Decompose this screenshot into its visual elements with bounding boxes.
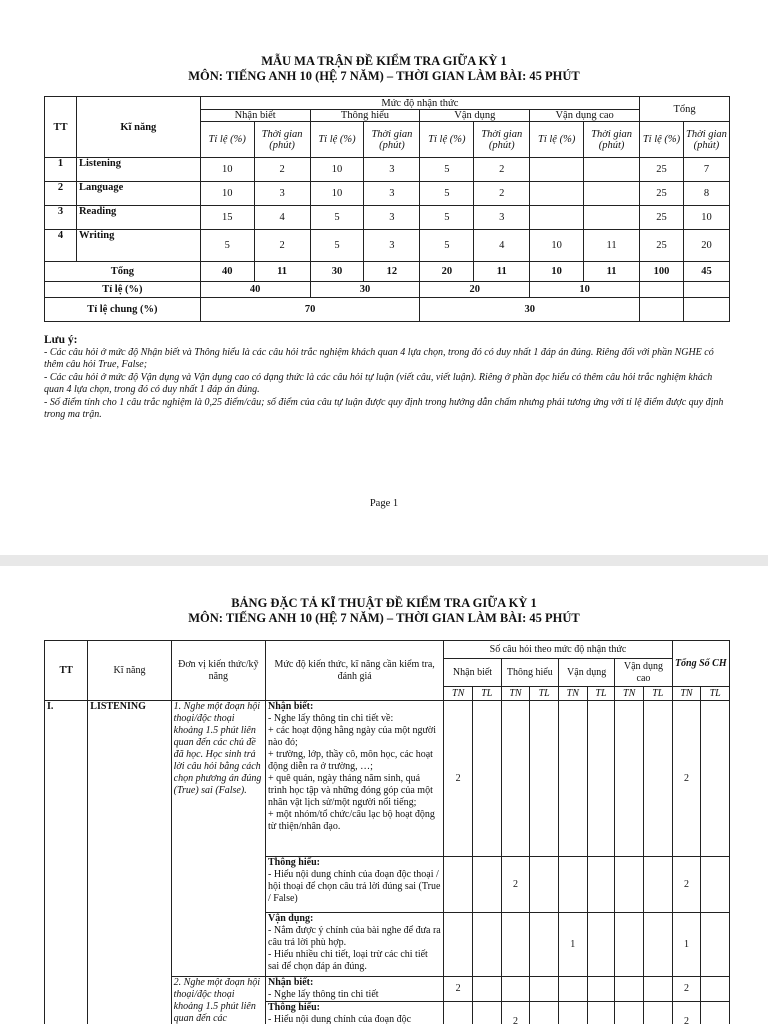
- count-cell: 2: [672, 701, 701, 857]
- spec-table: [44, 640, 730, 1024]
- empty-cell: [643, 857, 672, 913]
- level-body: - Nắm được ý chính của bài nghe để đưa ra câu trả lời phù hợp. - Hiểu nhiều chi tiết, loại trừ các chi tiết sai để chọn đáp án đúng.: [268, 925, 441, 972]
- count-cell: 2: [444, 701, 473, 857]
- spec-header-tl: TL: [643, 687, 672, 701]
- total-cell: 20: [420, 262, 474, 282]
- empty-cell: [587, 857, 615, 913]
- rate-cell: 10: [530, 282, 640, 298]
- row-cell: 8: [683, 182, 729, 206]
- empty-cell: [558, 977, 587, 1002]
- level-cell: [266, 977, 444, 1002]
- row-cell: 4: [474, 230, 530, 262]
- header-rate: Tỉ lệ (%): [310, 122, 364, 158]
- count-cell: 2: [444, 977, 473, 1002]
- spec-header-level-desc: Mức độ kiến thức, kĩ năng cần kiểm tra, đánh giá: [266, 641, 444, 701]
- total-cell: 11: [474, 262, 530, 282]
- matrix-title: MẪU MA TRẬN ĐỀ KIỂM TRA GIỮA KỲ 1: [261, 54, 507, 68]
- total-cell: 40: [200, 262, 254, 282]
- spec-subtitle: MÔN: TIẾNG ANH 10 (HỆ 7 NĂM) – THỜI GIAN LÀM BÀI: 45 PHÚT: [188, 611, 580, 625]
- level-head: Thông hiểu:: [268, 857, 320, 868]
- empty-cell: [473, 701, 502, 857]
- empty-cell: [473, 1002, 502, 1024]
- row-cell: [530, 182, 584, 206]
- count-cell: 2: [501, 857, 530, 913]
- row-cell: 10: [200, 158, 254, 182]
- header-level-group: Mức độ nhận thức: [200, 97, 639, 110]
- header-time: Thời gian (phút): [584, 122, 640, 158]
- empty-cell: [530, 977, 559, 1002]
- total-cell: 11: [254, 262, 310, 282]
- empty-cell: [530, 913, 559, 977]
- row-cell: 5: [310, 230, 364, 262]
- spec-header-count-group: Số câu hỏi theo mức độ nhận thức: [444, 641, 672, 659]
- row-tt: 3: [45, 206, 77, 230]
- row-cell: [584, 158, 640, 182]
- row-cell: 5: [200, 230, 254, 262]
- row-cell: 5: [420, 158, 474, 182]
- row-cell: 25: [640, 182, 684, 206]
- level-body: - Nghe lấy thông tin chi tiết: [268, 989, 379, 1000]
- row-cell: 5: [420, 230, 474, 262]
- level-head: Nhận biết:: [268, 701, 314, 712]
- empty-cell: [615, 1002, 644, 1024]
- spec-title: BẢNG ĐẶC TẢ KĨ THUẬT ĐỀ KIỂM TRA GIỮA KỲ 1: [231, 596, 537, 610]
- empty-cell: [444, 857, 473, 913]
- header-level: Thông hiểu: [310, 110, 420, 122]
- spec-header-unit: Đơn vị kiến thức/kỹ năng: [171, 641, 265, 701]
- level-body: - Hiểu nội dung chính của đoạn độc thoại / hội thoại để chọn câu trả lời đúng sai (True / False): [268, 869, 441, 904]
- unit-description: 1. Nghe một đoạn hội thoại/độc thoại khoảng 1.5 phút liên quan đến các chủ đề đã học. Học sinh trả lời câu hỏi bằng cách chọn phương án đúng (True) sai (False).: [171, 701, 265, 977]
- row-cell: 20: [683, 230, 729, 262]
- level-body: - Hiểu nội dung chính của đoạn độc: [268, 1014, 412, 1024]
- spec-header-tn: TN: [672, 687, 701, 701]
- header-rate: Tỉ lệ (%): [640, 122, 684, 158]
- rate-cell: 20: [420, 282, 530, 298]
- header-time: Thời gian (phút): [254, 122, 310, 158]
- row-cell: 3: [364, 206, 420, 230]
- empty-cell: [587, 977, 615, 1002]
- empty-cell: [640, 282, 684, 298]
- spec-header-tn: TN: [558, 687, 587, 701]
- empty-cell: [558, 1002, 587, 1024]
- empty-cell: [501, 701, 530, 857]
- spec-header-tl: TL: [473, 687, 502, 701]
- header-total: Tổng: [640, 97, 730, 122]
- rate-label: Tỉ lệ (%): [45, 282, 201, 298]
- header-rate: Tỉ lệ (%): [200, 122, 254, 158]
- empty-cell: [643, 913, 672, 977]
- row-tt: 1: [45, 158, 77, 182]
- count-cell: 1: [672, 913, 701, 977]
- spec-header-total: Tổng Số CH: [672, 641, 729, 687]
- empty-cell: [701, 977, 730, 1002]
- section-skill: LISTENING: [88, 701, 171, 1024]
- row-cell: 25: [640, 206, 684, 230]
- row-cell: 11: [584, 230, 640, 262]
- total-cell: 11: [584, 262, 640, 282]
- empty-cell: [501, 977, 530, 1002]
- empty-cell: [530, 701, 559, 857]
- empty-cell: [444, 913, 473, 977]
- empty-cell: [587, 913, 615, 977]
- empty-cell: [643, 977, 672, 1002]
- empty-cell: [558, 701, 587, 857]
- row-cell: 25: [640, 158, 684, 182]
- total-cell: 45: [683, 262, 729, 282]
- row-cell: [530, 206, 584, 230]
- header-time: Thời gian (phút): [364, 122, 420, 158]
- row-cell: 5: [310, 206, 364, 230]
- row-cell: 3: [474, 206, 530, 230]
- level-body: - Nghe lấy thông tin chi tiết về: + các hoạt động hằng ngày của một người nào đó; + trường, lớp, thầy cô, môn học, các hoạt động diễn ra ở trường, …; + quê quán, ngày tháng năm sinh, quá trình học tập và những đóng góp của một nhân vật lịch sử/một người nổi tiếng; + một nhóm/tổ chức/câu lạc bộ hoạt động từ thiện/nhân đạo.: [268, 713, 436, 832]
- total-cell: 100: [640, 262, 684, 282]
- spec-header-level: Thông hiểu: [501, 659, 558, 687]
- row-cell: 5: [420, 182, 474, 206]
- total-cell: 12: [364, 262, 420, 282]
- row-cell: 10: [310, 182, 364, 206]
- notes-title: Lưu ý:: [44, 334, 78, 346]
- empty-cell: [615, 701, 644, 857]
- note-item: - Các câu hỏi ở mức độ Nhận biết và Thông hiểu là các câu hỏi trắc nghiệm khách quan 4 lựa chọn, trong đó có duy nhất 1 đáp án đúng. Riêng đối với phần NGHE có thêm câu hỏi True, False;: [44, 346, 714, 370]
- note-item: - Các câu hỏi ở mức độ Vận dụng và Vận dụng cao có dạng thức là các câu hỏi tự luận (viết câu, viết luận). Riêng ở phần đọc hiểu có thêm câu hỏi trắc nghiệm khách quan 4 lựa chọn, trong đó có duy nhất 1 đáp án đúng.: [44, 371, 713, 395]
- row-cell: 3: [364, 230, 420, 262]
- level-head: Nhận biết:: [268, 977, 314, 988]
- header-skill: Kĩ năng: [76, 97, 200, 158]
- empty-cell: [643, 701, 672, 857]
- empty-cell: [615, 857, 644, 913]
- count-cell: 2: [672, 977, 701, 1002]
- empty-cell: [473, 857, 502, 913]
- count-cell: 2: [672, 1002, 701, 1024]
- row-cell: 2: [474, 158, 530, 182]
- row-tt: 4: [45, 230, 77, 262]
- empty-cell: [501, 913, 530, 977]
- row-cell: [530, 158, 584, 182]
- row-skill: Language: [76, 182, 200, 206]
- row-cell: [584, 206, 640, 230]
- header-level: Nhận biết: [200, 110, 310, 122]
- rate-cell: 40: [200, 282, 310, 298]
- skill-row: [45, 158, 730, 182]
- row-cell: 25: [640, 230, 684, 262]
- row-cell: 5: [420, 206, 474, 230]
- row-cell: 3: [364, 182, 420, 206]
- count-cell: 2: [501, 1002, 530, 1024]
- row-cell: 2: [254, 158, 310, 182]
- section-tt: I.: [45, 701, 88, 1024]
- page-number: Page 1: [369, 498, 399, 509]
- row-skill: Listening: [76, 158, 200, 182]
- spec-header-tn: TN: [501, 687, 530, 701]
- count-cell: 2: [672, 857, 701, 913]
- spec-header-tl: TL: [587, 687, 615, 701]
- spec-header-level: Vận dụng cao: [615, 659, 672, 687]
- notes: [44, 334, 734, 422]
- row-cell: 3: [254, 182, 310, 206]
- row-cell: 3: [364, 158, 420, 182]
- empty-cell: [444, 1002, 473, 1024]
- row-cell: 10: [683, 206, 729, 230]
- empty-cell: [683, 298, 729, 322]
- empty-cell: [558, 857, 587, 913]
- empty-cell: [615, 977, 644, 1002]
- spec-header-tl: TL: [530, 687, 559, 701]
- empty-cell: [473, 977, 502, 1002]
- row-cell: 4: [254, 206, 310, 230]
- page-2-title: [0, 596, 768, 626]
- spec-header-skill: Kĩ năng: [88, 641, 171, 701]
- row-cell: 15: [200, 206, 254, 230]
- empty-cell: [473, 913, 502, 977]
- spec-header-level: Nhận biết: [444, 659, 501, 687]
- unit-description: 2. Nghe một đoạn hội thoại/độc thoại khoảng 1.5 phút liên quan đến các: [171, 977, 265, 1024]
- row-cell: 2: [474, 182, 530, 206]
- row-cell: 10: [200, 182, 254, 206]
- header-rate: Tỉ lệ (%): [420, 122, 474, 158]
- level-cell: [266, 1002, 444, 1024]
- level-head: Vận dụng:: [268, 913, 314, 924]
- empty-cell: [701, 913, 730, 977]
- matrix-table: [44, 96, 730, 322]
- note-item: - Số điểm tính cho 1 câu trắc nghiệm là 0,25 điểm/câu; số điểm của câu tự luận được quy định trong hướng dẫn chấm nhưng phải tương ứng với tỉ lệ điểm được quy định trong ma trận.: [44, 396, 724, 420]
- spec-header-level: Vận dụng: [558, 659, 614, 687]
- row-tt: 2: [45, 182, 77, 206]
- page-2: [0, 566, 768, 1024]
- row-cell: 2: [254, 230, 310, 262]
- general-cell: 70: [200, 298, 420, 322]
- empty-cell: [530, 1002, 559, 1024]
- matrix-subtitle: MÔN: TIẾNG ANH 10 (HỆ 7 NĂM) – THỜI GIAN LÀM BÀI: 45 PHÚT: [188, 69, 580, 83]
- header-level: Vận dụng: [420, 110, 530, 122]
- skill-row: [45, 230, 730, 262]
- empty-cell: [701, 1002, 730, 1024]
- row-cell: 10: [530, 230, 584, 262]
- header-time: Thời gian (phút): [474, 122, 530, 158]
- header-tt: TT: [45, 97, 77, 158]
- empty-cell: [701, 701, 730, 857]
- total-label: Tổng: [45, 262, 201, 282]
- skill-row: [45, 182, 730, 206]
- row-skill: Writing: [76, 230, 200, 262]
- spec-header-tl: TL: [701, 687, 730, 701]
- level-cell: [266, 857, 444, 913]
- spec-header-tn: TN: [615, 687, 644, 701]
- empty-cell: [530, 857, 559, 913]
- level-cell: [266, 913, 444, 977]
- row-cell: [584, 182, 640, 206]
- row-skill: Reading: [76, 206, 200, 230]
- total-cell: 30: [310, 262, 364, 282]
- skill-row: [45, 206, 730, 230]
- count-cell: 1: [558, 913, 587, 977]
- empty-cell: [683, 282, 729, 298]
- rate-cell: 30: [310, 282, 420, 298]
- row-cell: 7: [683, 158, 729, 182]
- empty-cell: [615, 913, 644, 977]
- header-level: Vận dụng cao: [530, 110, 640, 122]
- general-cell: 30: [420, 298, 640, 322]
- header-rate: Tỉ lệ (%): [530, 122, 584, 158]
- empty-cell: [587, 1002, 615, 1024]
- empty-cell: [643, 1002, 672, 1024]
- empty-cell: [701, 857, 730, 913]
- level-head: Thông hiểu:: [268, 1002, 320, 1013]
- total-cell: 10: [530, 262, 584, 282]
- header-time: Thời gian (phút): [683, 122, 729, 158]
- spec-header-tn: TN: [444, 687, 473, 701]
- general-label: Tỉ lệ chung (%): [45, 298, 201, 322]
- page-1-title: [0, 54, 768, 84]
- spec-header-tt: TT: [45, 641, 88, 701]
- row-cell: 10: [310, 158, 364, 182]
- level-cell: [266, 701, 444, 857]
- empty-cell: [640, 298, 684, 322]
- empty-cell: [587, 701, 615, 857]
